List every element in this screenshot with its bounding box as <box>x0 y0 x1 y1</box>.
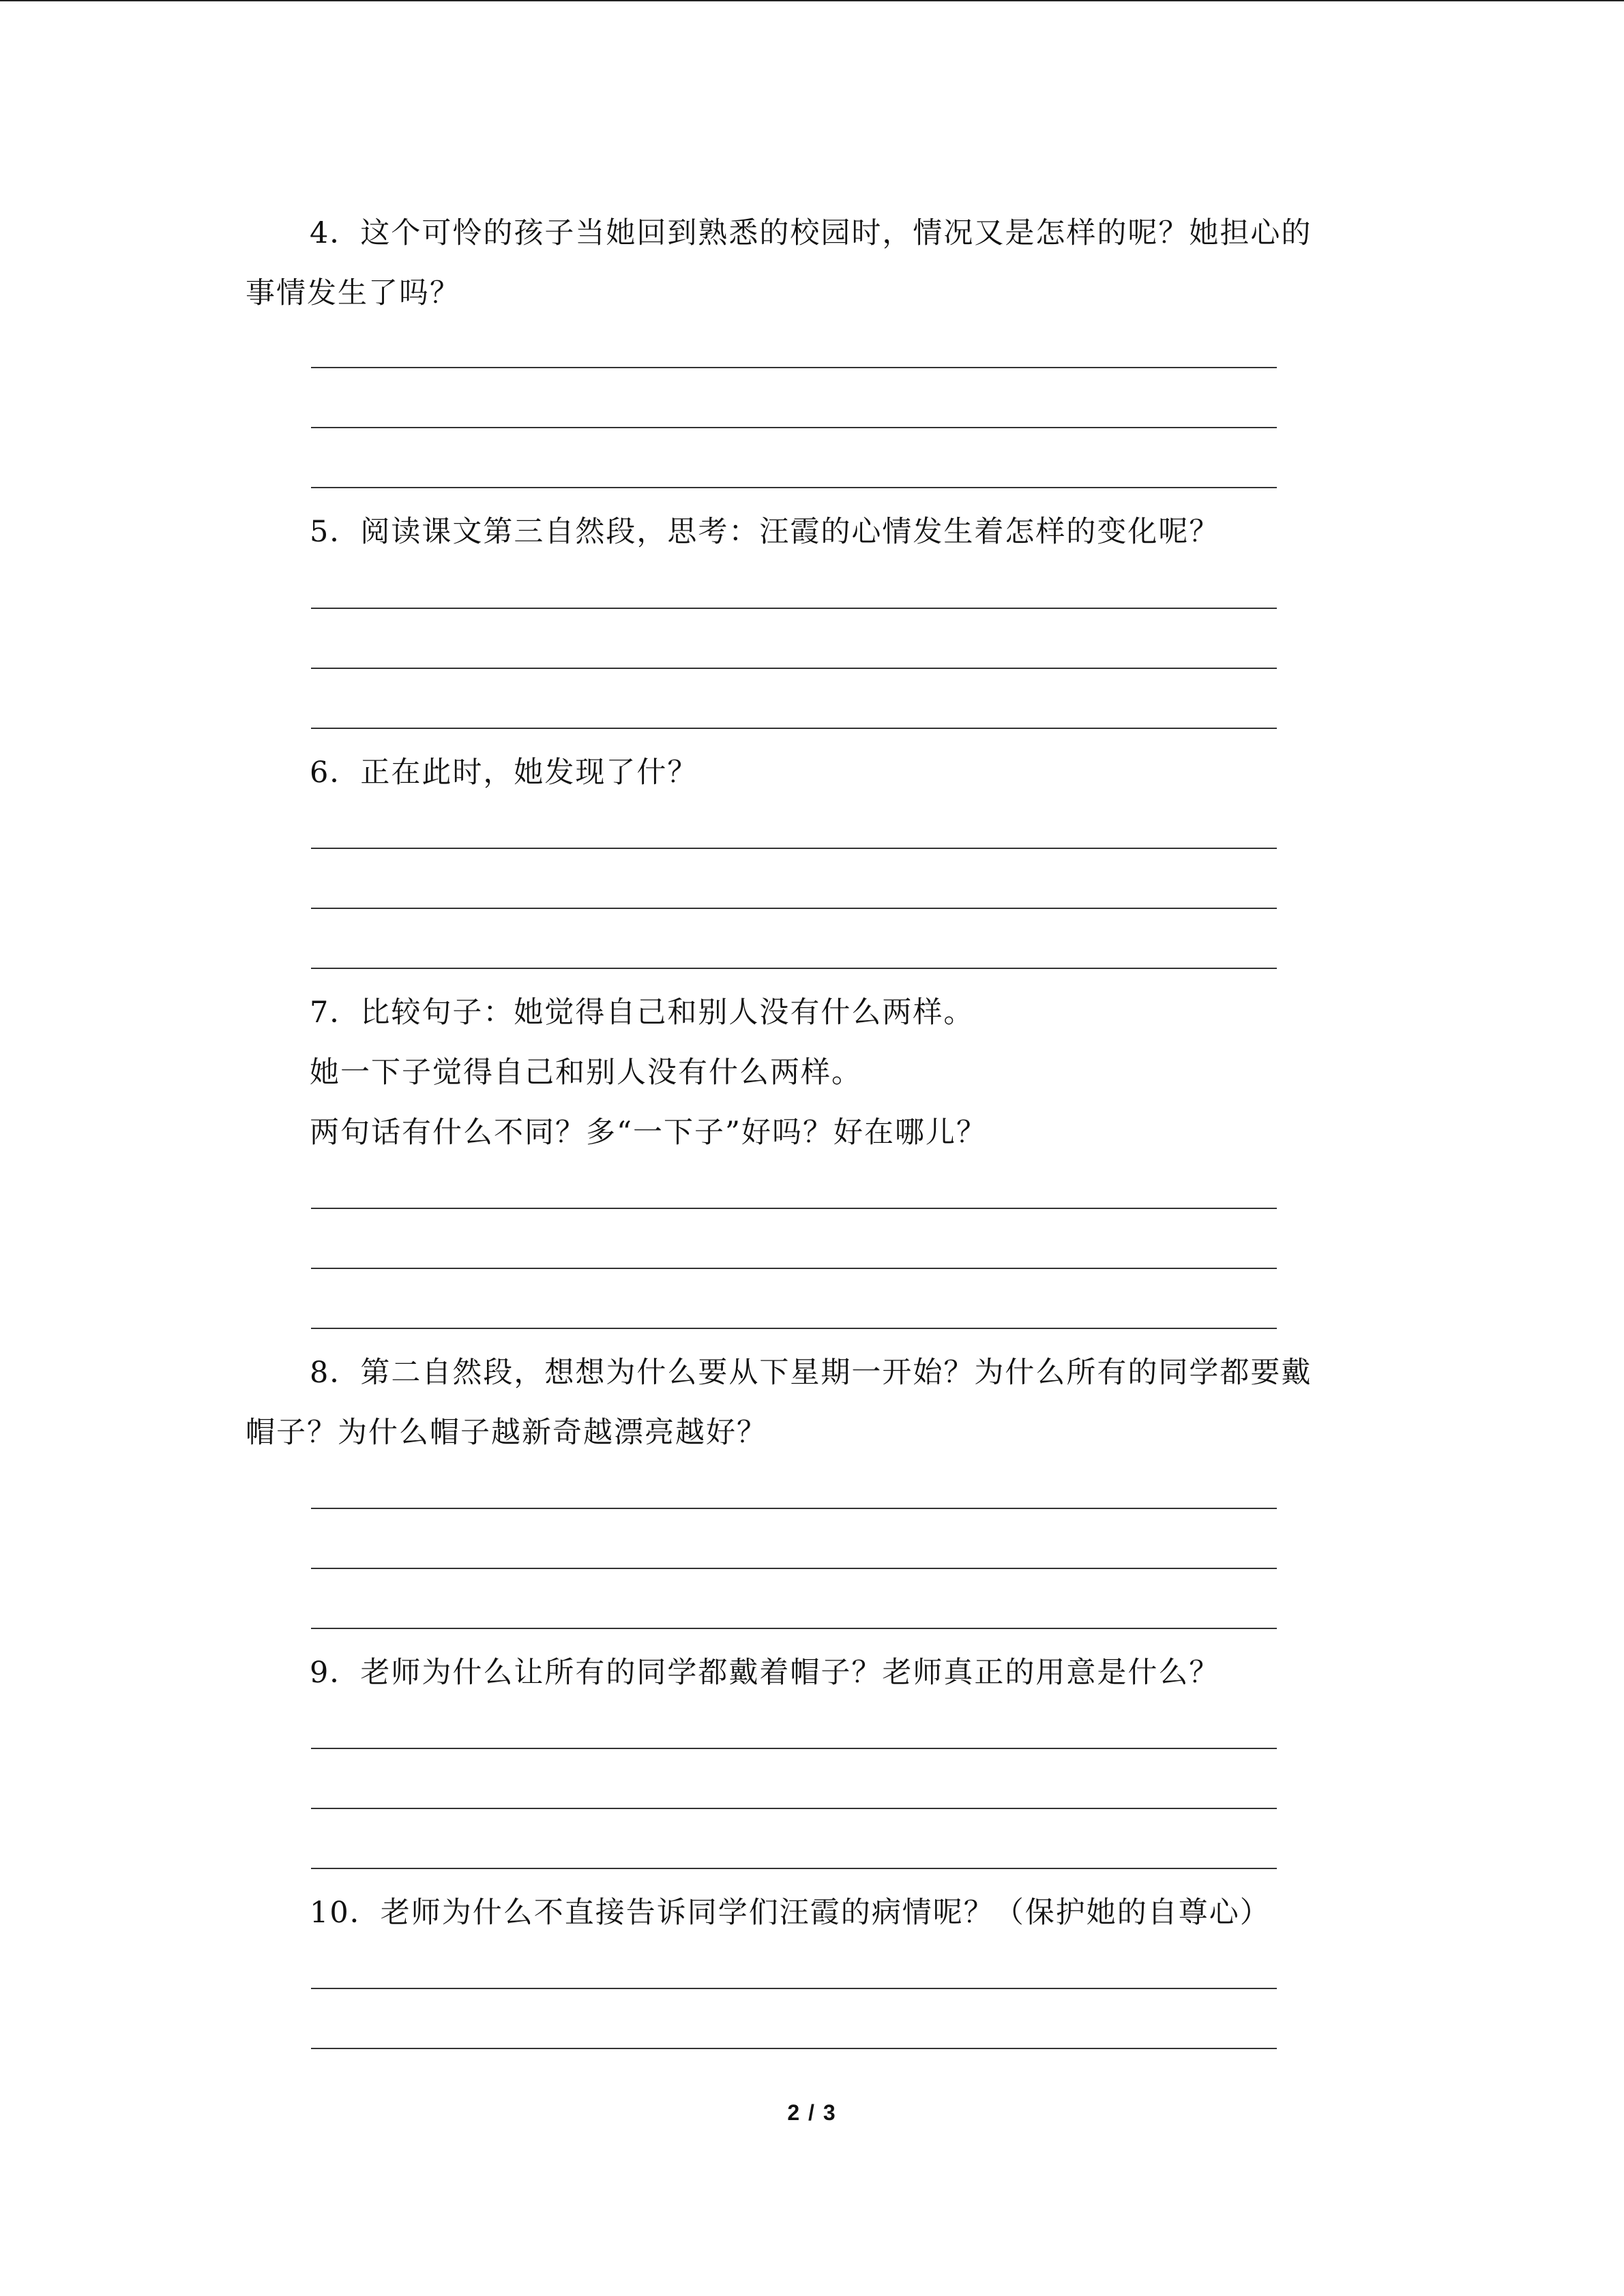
question-4-line-2: 事情发生了吗？ <box>246 276 460 310</box>
question-7 <box>246 983 1378 1163</box>
page-number: 2 / 3 <box>787 2100 837 2125</box>
answer-line[interactable] <box>311 367 1277 368</box>
answer-line[interactable] <box>311 1568 1277 1569</box>
answer-line[interactable] <box>311 1988 1277 1989</box>
question-8-line-1: 8．第二自然段，想想为什么要从下星期一开始？为什么所有的同学都要戴 <box>310 1356 1312 1390</box>
question-6-line-1: 6．正在此时，她发现了什？ <box>310 756 698 790</box>
answer-line[interactable] <box>311 848 1277 849</box>
answer-line[interactable] <box>311 1508 1277 1509</box>
answer-line[interactable] <box>311 1628 1277 1629</box>
question-10-line-1: 10．老师为什么不直接告诉同学们汪霞的病情呢？（保护她的自尊心） <box>310 1896 1271 1930</box>
question-7-line-1: 7．比较句子：她觉得自己和别人没有什么两样。 <box>310 996 975 1030</box>
question-4-line-1: 4．这个可怜的孩子当她回到熟悉的校园时，情况又是怎样的呢？她担心的 <box>310 216 1312 250</box>
question-7-line-2: 她一下子觉得自己和别人没有什么两样。 <box>310 1056 862 1090</box>
answer-line[interactable] <box>311 668 1277 669</box>
question-8 <box>246 1343 1378 1463</box>
question-7-line-3: 两句话有什么不同？多“一下子”好吗？好在哪儿？ <box>310 1116 987 1150</box>
answer-line[interactable] <box>311 908 1277 909</box>
answer-line[interactable] <box>311 608 1277 609</box>
answer-line[interactable] <box>311 1748 1277 1749</box>
answer-line[interactable] <box>311 728 1277 729</box>
answer-line[interactable] <box>311 1328 1277 1329</box>
question-8-line-2: 帽子？为什么帽子越新奇越漂亮越好？ <box>246 1416 767 1450</box>
answer-line[interactable] <box>311 968 1277 969</box>
answer-line[interactable] <box>311 427 1277 428</box>
question-4 <box>246 203 1378 323</box>
question-5-line-1: 5．阅读课文第三自然段，思考：汪霞的心情发生着怎样的变化呢？ <box>310 515 1220 549</box>
question-9-line-1: 9．老师为什么让所有的同学都戴着帽子？老师真正的用意是什么？ <box>310 1656 1220 1690</box>
question-5 <box>246 502 1378 562</box>
question-6 <box>246 743 1378 803</box>
answer-line[interactable] <box>311 487 1277 488</box>
question-10 <box>246 1883 1378 1943</box>
question-9 <box>246 1643 1378 1703</box>
answer-line[interactable] <box>311 1808 1277 1809</box>
answer-line[interactable] <box>311 1868 1277 1869</box>
answer-line[interactable] <box>311 1208 1277 1209</box>
answer-line[interactable] <box>311 2048 1277 2049</box>
answer-line[interactable] <box>311 1268 1277 1269</box>
